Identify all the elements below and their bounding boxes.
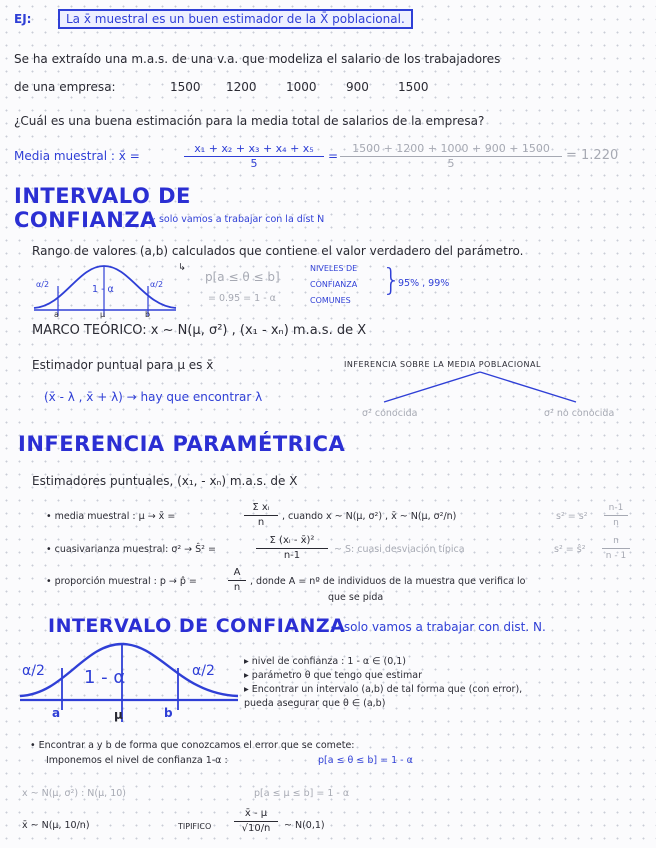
intervalo-expr: (x̄ - λ , x̄ + λ) → hay que encontrar λ [44, 390, 263, 404]
small-curve-center-label: 1 - α [92, 284, 114, 295]
exercise-label: EJ: [14, 12, 32, 26]
gray-normal-line: x ~ N(μ, σ²) : N(μ, 10) [22, 788, 126, 799]
prob-equation: = 0.95 = 1 - α [208, 293, 276, 304]
cuasivarianza-fraction [256, 535, 328, 562]
media-gray-fraction [604, 502, 628, 529]
large-curve-mu: μ [114, 708, 123, 722]
equals-sign: = [328, 149, 339, 163]
bullet-media-tail: , cuando x ~ N(μ, σ²) , x̄ ~ N(μ, σ²/n) [282, 511, 457, 522]
ci-bullet-2: ▸ parámetro θ que tengo que estimar [244, 670, 422, 681]
section2-title: INFERENCIA PARAMÉTRICA [18, 432, 346, 456]
large-curve-left-label: α/2 [22, 663, 45, 679]
media-denominator: n [257, 517, 265, 528]
cuasivarianza-gray: s² = ŝ² [554, 544, 586, 555]
cuasivarianza-gray-fraction [602, 535, 630, 562]
encontrar-line1: • Encontrar a y b de forma que conozcamos el error que se comete: [30, 740, 355, 751]
xbar-distribution: x̄ ~ N(μ, 10/n) [22, 820, 90, 831]
small-curve-b: b [145, 310, 151, 319]
z-denominator: √10/n [241, 823, 271, 834]
niveles-line1: NIVELES DE [310, 264, 358, 273]
encontrar-line2: Imponemos el nivel de confianza 1-α : [46, 755, 228, 766]
salary-3: 1000 [286, 80, 317, 94]
ci-bullet-1: ▸ nivel de confianza : 1 - α ∈ (0,1) [244, 656, 407, 667]
cuasivarianza-numerator: Σ (xᵢ - x̄)² [256, 535, 328, 549]
tipifico-label: TIPIFICO [178, 822, 212, 831]
bullet-proporcion-label: • proporción muestral : p → p̂ = [46, 576, 197, 587]
ci-bullet-4: pueda asegurar que θ ∈ (a,b) [244, 698, 386, 709]
bullet-media-fraction [244, 502, 278, 529]
z-numerator: x̄ - μ [234, 808, 278, 822]
section3-title: INTERVALO DE CONFIANZA [48, 615, 346, 637]
media-gray-denominator: n [613, 518, 619, 528]
bullet-proporcion-tail: , donde A = nº de individuos de la muestra que verifica lo [250, 576, 526, 587]
fraction-numerator: x₁ + x₂ + x₃ + x₄ + x₅ [184, 143, 324, 157]
rango-text: Rango de valores (a,b) calculados que contiene el valor verdadero del parámetro. [32, 244, 524, 258]
section1-note: ~ solo vamos a trabajar con la dist N [148, 214, 325, 225]
question: ¿Cuál es una buena estimación para la media total de salarios de la empresa? [14, 114, 485, 128]
sample-mean-label: Media muestral : x̄ = [14, 149, 140, 163]
small-curve-right-label: α/2 [150, 280, 164, 289]
cuasivarianza-denominator: n-1 [283, 550, 301, 561]
cuasivarianza-gray-denominator: n - 1 [605, 551, 627, 561]
large-curve-center-label: 1 - α [84, 667, 126, 688]
percents: 95% , 99% [398, 278, 450, 289]
sigma-no-conocida: σ² no conocida [544, 408, 615, 419]
proporcion-numerator: A [228, 567, 246, 581]
z-score-fraction [234, 808, 278, 835]
section1-title-line2: CONFIANZA [14, 208, 157, 232]
ci-bullet-3: ▸ Encontrar un intervalo (a,b) de tal forma que (con error), [244, 684, 523, 695]
z-distribution: ~ N(0,1) [284, 820, 325, 831]
bullet-media-gray: s² = s² [556, 511, 588, 522]
media-gray-numerator: n-1 [604, 502, 628, 516]
small-curve-left-label: α/2 [36, 280, 50, 289]
sigma-conocida: σ² conocida [362, 408, 418, 419]
proporcion-denominator: n [233, 582, 241, 593]
estimador-puntual: Estimador puntual para μ es x̄ [32, 358, 214, 372]
problem-line-1: Se ha extraído una m.a.s. de una v.a. que modeliza el salario de los trabajadores [14, 52, 501, 66]
media-numerator: Σ xᵢ [244, 502, 278, 516]
encontrar-probability: p[a ≤ θ ≤ b] = 1 - α [318, 755, 413, 766]
cuasivarianza-gray-numerator: n [602, 535, 630, 549]
niveles-line2: CONFIANZA [310, 280, 358, 289]
large-curve-b: b [164, 706, 173, 720]
section1-title-line1: INTERVALO DE [14, 184, 191, 208]
bullet-proporcion-tail2: que se pida [328, 592, 384, 603]
marco-teorico: MARCO TEÓRICO: x ~ N(μ, σ²) , (x₁ - xₙ) m.a.s. de X [32, 323, 367, 338]
section3-note: ~ solo vamos a trabajar con dist. N. [330, 620, 546, 634]
sample-mean-numeric-fraction [340, 143, 562, 170]
sample-mean-result: = 1.220 [566, 148, 619, 163]
large-curve-a: a [52, 706, 61, 720]
fraction-denominator: 5 [250, 157, 258, 170]
bullet-cuasivarianza-label: • cuasivarianza muestral: σ² → Ŝ² = [46, 544, 216, 555]
cuasi-desviacion-note: ~ S: cuasi desviación típica [334, 544, 465, 555]
salary-2: 1200 [226, 80, 257, 94]
salary-4: 900 [346, 80, 369, 94]
bullet-media-label: • media muestral : μ → x̄ = [46, 511, 176, 522]
salary-5: 1500 [398, 80, 429, 94]
prob-expression: p[a ≤ θ ≤ b] [205, 270, 280, 284]
small-curve-a: a [54, 310, 59, 319]
inferencia-title: INFERENCIA SOBRE LA MEDIA POBLACIONAL [344, 360, 541, 369]
proporcion-fraction [228, 567, 246, 594]
salary-1: 1500 [170, 80, 201, 94]
niveles-line3: COMUNES [310, 296, 351, 305]
gray-probability: p[a ≤ μ ≤ b] = 1 - α [254, 788, 350, 799]
estimadores-puntuales: Estimadores puntuales, (x₁, - xₙ) m.a.s. de X [32, 474, 298, 488]
boxed-title: La x̄ muestral es un buen estimador de la X̄ poblacional. [58, 9, 413, 29]
numeric-numerator: 1500 + 1200 + 1000 + 900 + 1500 [340, 143, 562, 157]
small-curve-mu: μ [100, 310, 106, 319]
problem-line-2: de una empresa: [14, 80, 116, 94]
sample-mean-fraction [184, 143, 324, 170]
large-curve-right-label: α/2 [192, 663, 215, 679]
numeric-denominator: 5 [447, 157, 455, 170]
